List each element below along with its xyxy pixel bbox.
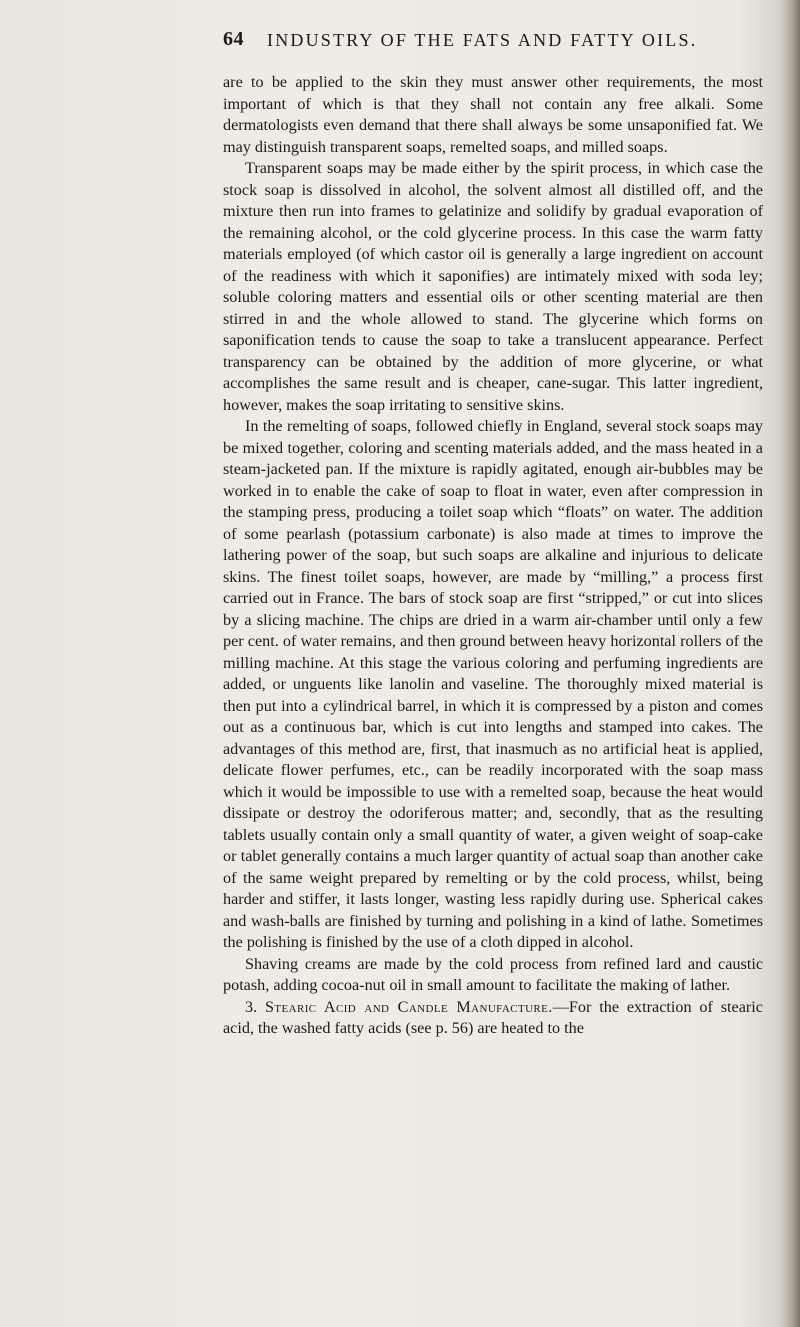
page-edge-shadow	[782, 0, 800, 1327]
paragraph-shaving-creams: Shaving creams are made by the cold process from refined lard and caustic potash, adding cocoa-nut oil in small amount to facilitate the making of lather.	[223, 954, 763, 994]
paragraph-remelting: In the remelting of soaps, followed chiefly in England, several stock soaps may be mixed together, coloring and scenting materials added, and the mass heated in a steam-jacketed pan. If the mixture is rapidly agitated, enough air-bubbles may be worked in to enable the cake of soap to float in water, even after compression in the stamping press, producing a toilet soap which “floats” on water. The addition of some pearlash (potassium carbonate) is also made at times to improve the lathering power of the soap, but such soaps are alkaline and injurious to delicate skins. The finest toilet soaps, however, are made by “milling,” a process first carried out in France. The bars of stock soap are first “stripped,” or cut into slices by a slicing machine. The chips are dried in a warm air-chamber until only a few per cent. of water remains, and then ground between heavy horizontal rollers of the milling machine. At this stage the various coloring and perfuming ingredients are added, or unguents like lanolin and vaseline. The thoroughly mixed material is then put into a cylindrical barrel, in which it is compressed by a piston and comes out as a continuous bar, which is cut into lengths and stamped into cakes. The advantages of this method are, first, that inasmuch as no artificial heat is applied, delicate flower perfumes, etc., can be readily incorporated with the soap mass which it would be impossible to use with a remelted soap, because the heat would dissipate or destroy the odoriferous matter; and, secondly, that as the resulting tablets usually contain only a small quantity of water, a given weight of soap-cake or tablet generally contains a much larger quantity of actual soap than another cake of the same weight prepared by remelting or by the cold process, whilst, being harder and stiffer, it lasts longer, wasting less rapidly during use. Spherical cakes and wash-balls are finished by turning and polishing in a kind of lathe. Sometimes the polishing is finished by the use of a cloth dipped in alcohol.	[223, 417, 763, 951]
section-stearic-acid	[223, 997, 763, 1040]
paragraph-continued: are to be applied to the skin they must answer other requirements, the most important of which is that they shall not contain any free alkali. Some dermatologists even demand that there shall always be some unsaponified fat. We may distinguish transparent soaps, remelted soaps, and milled soaps.	[223, 73, 763, 156]
section-number: 3.	[245, 997, 258, 1016]
running-title: INDUSTRY OF THE FATS AND FATTY OILS.	[267, 30, 698, 50]
page-number: 64	[223, 28, 244, 50]
running-head	[223, 28, 740, 54]
paragraph-transparent-soaps: Transparent soaps may be made either by the spirit process, in which case the stock soap is dissolved in alcohol, the solvent almost all distilled off, and the mixture then run into frames to gelatinize and solidify by gradual evaporation of the remaining alcohol, or the cold glycerine process. In this case the warm fatty materials employed (of which castor oil is generally a large ingredient on account of the readiness with which it saponifies) are intimately mixed with soda ley; soluble coloring matters and essential oils or other scenting material are then stirred in and the whole allowed to stand. The glycerine which forms on saponification tends to cause the soap to take a translucent appearance. Perfect transparency can be obtained by the addition of more glycerine, or what accomplishes the same result and is cheaper, cane-sugar. This latter ingredient, however, makes the soap irritating to sensitive skins.	[223, 159, 763, 414]
section-text: —For the extraction of stearic acid, the washed fatty acids (see p. 56) are heated to the	[223, 997, 763, 1037]
body-text	[223, 72, 763, 1040]
section-heading: Stearic Acid and Candle Manufacture.	[265, 997, 553, 1016]
